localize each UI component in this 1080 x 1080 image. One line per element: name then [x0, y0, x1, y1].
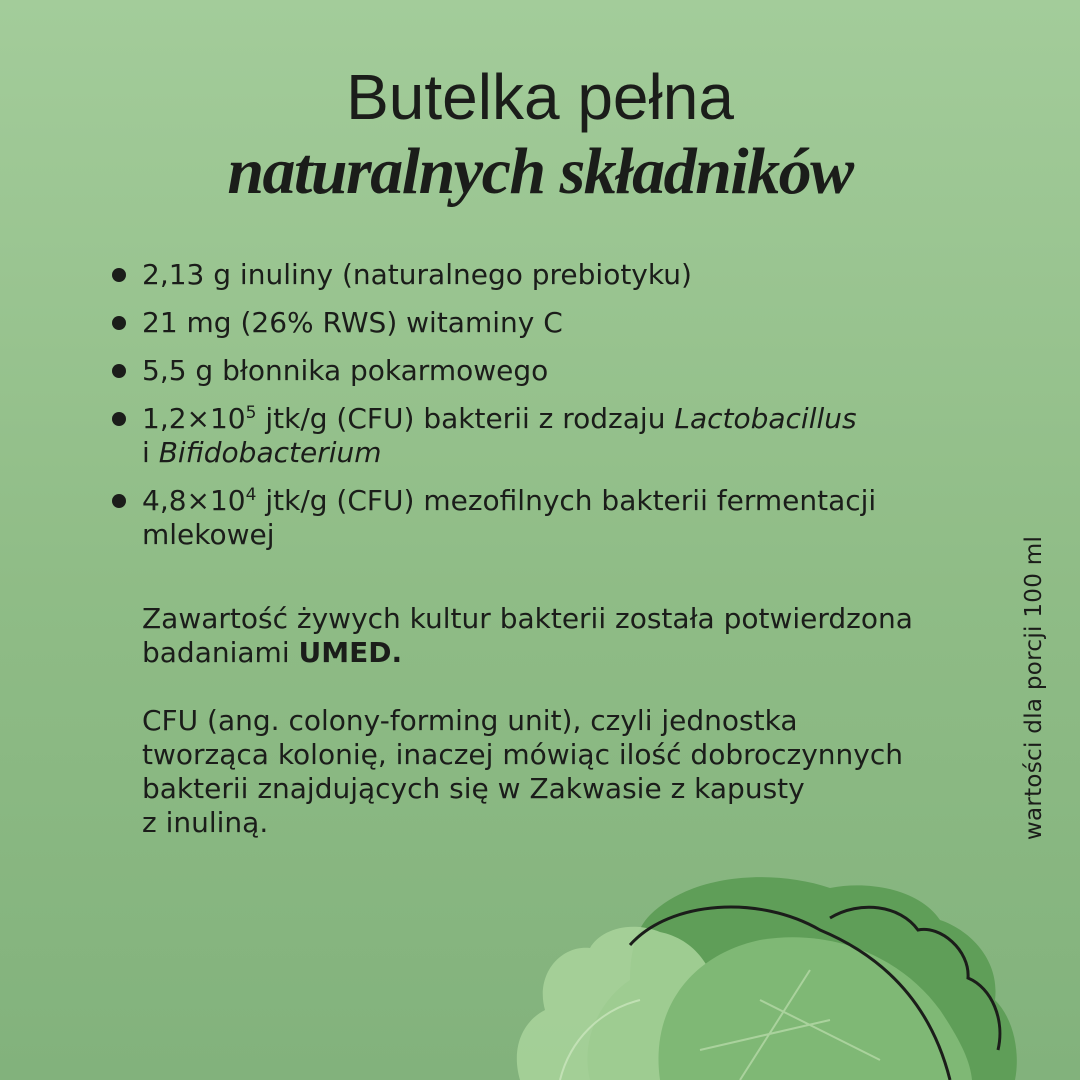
title-line-1: Butelka pełna — [346, 61, 734, 133]
item-text: jtk/g (CFU) mezofilnych bakterii fermentacji mlekowej — [142, 484, 877, 551]
item-prefix: 4,8×10 — [142, 484, 246, 517]
item-text: 21 mg (26% RWS) witaminy C — [142, 306, 563, 339]
item-text: jtk/g (CFU) bakterii z rodzaju — [256, 402, 675, 435]
serving-note: wartości dla porcji 100 ml — [1021, 535, 1047, 841]
item-italic-genus: Bifidobacterium — [158, 436, 382, 469]
cfu-explanation — [142, 704, 1002, 840]
item-italic-genus: Lactobacillus — [674, 402, 857, 435]
umed-note-bold: UMED. — [298, 636, 403, 669]
bullet-dot — [112, 364, 126, 378]
item-prefix: 1,2×10 — [142, 402, 246, 435]
item-text: 5,5 g błonnika pokarmowego — [142, 354, 549, 387]
cabbage-illustration-icon — [500, 860, 1080, 1080]
cfu-line-1: CFU (ang. colony-forming unit), czyli jednostka — [142, 704, 798, 737]
list-item — [106, 258, 986, 292]
bullet-dot — [112, 412, 126, 426]
item-joiner: i — [142, 436, 159, 469]
list-item — [106, 354, 986, 388]
item-exponent: 5 — [245, 403, 257, 423]
title-line-2: naturalnych składników — [227, 135, 853, 208]
bullet-dot — [112, 494, 126, 508]
item-text: 2,13 g inuliny (naturalnego prebiotyku) — [142, 258, 692, 291]
umed-note-text: Zawartość żywych kultur bakterii została potwierdzona badaniami — [142, 602, 913, 669]
cfu-line-2: tworząca kolonię, inaczej mówiąc ilość dobroczynnych — [142, 738, 904, 771]
list-item — [106, 402, 986, 470]
cfu-line-4: z inuliną. — [142, 806, 269, 839]
title — [0, 58, 1080, 208]
cfu-line-3: bakterii znajdujących się w Zakwasie z kapusty — [142, 772, 805, 805]
bullet-dot — [112, 316, 126, 330]
list-item — [106, 306, 986, 340]
ingredients-list — [106, 258, 986, 566]
item-exponent: 4 — [245, 485, 257, 505]
bullet-dot — [112, 268, 126, 282]
list-item — [106, 484, 986, 552]
umed-note — [142, 602, 1002, 670]
